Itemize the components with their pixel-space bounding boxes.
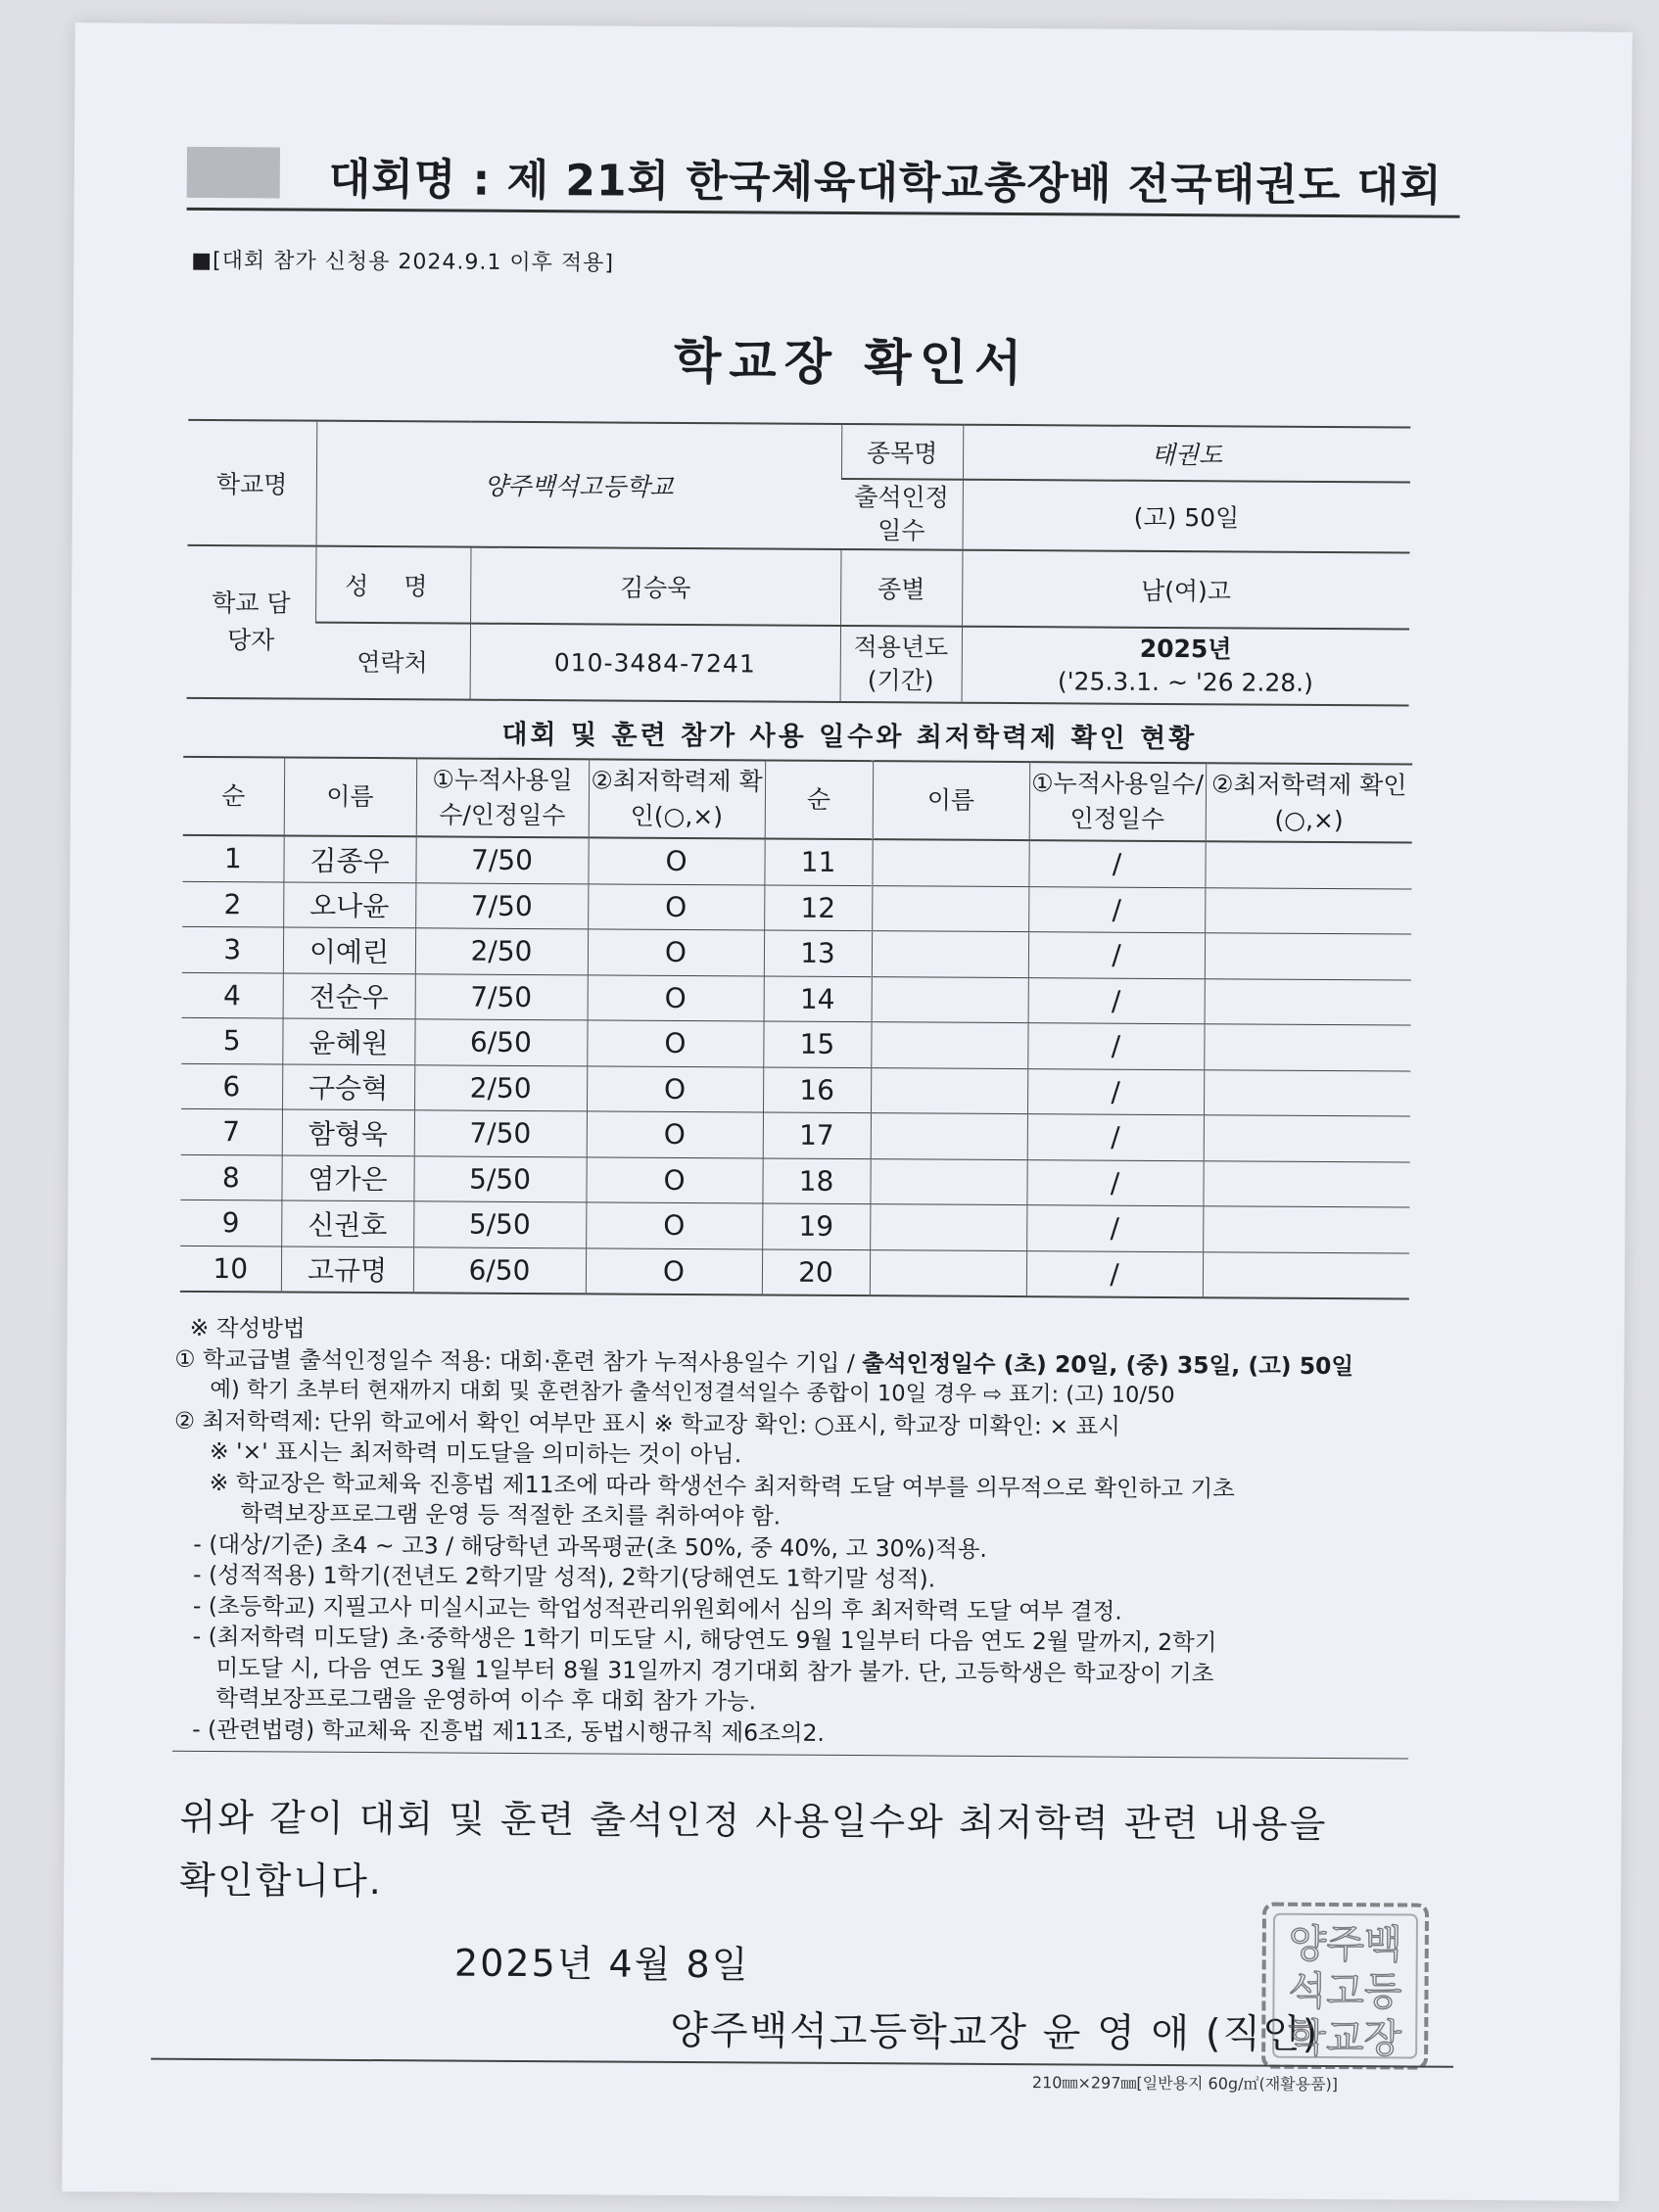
table-row (182, 835, 1411, 889)
school-name-value: 양주백석고등학교 (316, 421, 842, 549)
row-no-2: 17 (763, 1112, 871, 1158)
note-3: ※ '×' 표시는 최저학력 미도달을 의미하는 것이 아님. (209, 1437, 742, 1469)
academic-check: O (588, 837, 764, 884)
academic-check: O (587, 1020, 763, 1067)
note-6: - (성적적용) 1학기(전년도 2학기말 성적), 2학기(당해연도 1학기말 성적). (193, 1560, 936, 1593)
days-used-2: / (1026, 1250, 1203, 1297)
confirmation-line-1: 위와 같이 대회 및 훈련 출석인정 사용일수와 최저학력 관련 내용을 (179, 1795, 1328, 1847)
days-used: 7/50 (415, 882, 588, 929)
manager-name-label: 성 명 (315, 546, 470, 624)
athlete-name-2 (870, 1158, 1026, 1204)
row-no: 7 (181, 1108, 282, 1154)
col-header-check-2: ②최저학력제 확인(○,×) (1206, 763, 1412, 842)
official-seal-stamp (1257, 1899, 1433, 2074)
paper-sheet (62, 23, 1633, 2201)
days-used-2: / (1027, 1068, 1204, 1115)
confirmation-line-2: 확인합니다. (179, 1858, 383, 1904)
academic-check: O (588, 929, 764, 976)
academic-check: O (587, 1065, 763, 1112)
academic-check: O (588, 883, 764, 930)
contact-label: 연락처 (315, 623, 470, 700)
note-1-example: 예) 학기 초부터 현재까지 대회 및 훈련참가 출석인정결석일수 종합이 10일 경우 ⇨ 표기: (고) 10/50 (210, 1377, 1175, 1409)
note-2: ② 최저학력제: 단위 학교에서 확인 여부만 표시 ※ 학교장 확인: ○표시, 학교장 미확인: × 표시 (173, 1406, 1121, 1440)
days-used: 6/50 (413, 1247, 586, 1294)
table-row (181, 1108, 1410, 1161)
athlete-name: 오나윤 (283, 881, 415, 927)
division-label: 종별 (840, 549, 962, 627)
days-used-2: / (1028, 886, 1205, 933)
row-no-2: 14 (764, 975, 872, 1021)
days-used-2: / (1027, 1023, 1204, 1070)
document-title: 학교장 확인서 (673, 332, 1030, 393)
row-no: 4 (182, 972, 283, 1018)
row-no: 3 (182, 926, 283, 972)
division-value: 남(여)고 (962, 550, 1409, 630)
row-no-2: 12 (764, 884, 872, 930)
athlete-name-2 (871, 1113, 1027, 1159)
days-used: 7/50 (415, 973, 588, 1020)
academic-check-2 (1203, 1206, 1409, 1253)
athlete-name: 이예린 (283, 927, 415, 973)
row-no-2: 13 (764, 930, 872, 976)
note-1-text: ① 학교급별 출석인정일수 적용: 대회·훈련 참가 누적사용일수 기입 / (174, 1344, 863, 1377)
athlete-roster-table (180, 756, 1412, 1300)
academic-check-2 (1204, 1069, 1410, 1116)
col-header-no: 순 (183, 757, 284, 836)
note-8c: 학력보장프로그램을 운영하여 이수 후 대회 참가 가능. (215, 1684, 757, 1716)
row-no-2: 11 (764, 838, 872, 885)
days-used-2: / (1028, 840, 1205, 887)
table-row (182, 972, 1411, 1025)
note-7: - (초등학교) 지필고사 미실시교는 학업성적관리위원회에서 심의 후 최저학력 도달 여부 결정. (192, 1591, 1122, 1625)
athlete-name-2 (872, 839, 1028, 886)
athlete-name-2 (872, 976, 1028, 1022)
stamp-row-2: 석고등 (1288, 1968, 1402, 2015)
athlete-name-2 (872, 885, 1028, 931)
col-header-days-2: ①누적사용일수/인정일수 (1029, 762, 1206, 841)
note-4a: ※ 학교장은 학교체육 진흥법 제11조에 따라 학생선수 최저학력 도달 여부를 의무적으로 확인하고 기초 (209, 1468, 1236, 1502)
table-row (180, 1200, 1409, 1252)
manager-name-value: 김승욱 (470, 547, 840, 626)
principal-signature: 양주백석고등학교장 윤 영 애 (직인) (670, 2007, 1320, 2057)
school-info-table (187, 419, 1411, 707)
row-no-2: 15 (763, 1021, 871, 1067)
note-8a: - (최저학력 미도달) 초·중학생은 1학기 미도달 시, 해당연도 9월 1일부터 다음 연도 2월 말까지, 2학기 (192, 1622, 1217, 1657)
days-used: 7/50 (415, 836, 588, 883)
year-value: 2025년 (1139, 634, 1232, 664)
days-used: 2/50 (414, 1064, 587, 1111)
table-row (181, 1017, 1410, 1070)
athlete-name: 고규명 (281, 1246, 413, 1293)
row-no-2: 20 (762, 1248, 870, 1295)
note-1-bold: 출석인정일수 (초) 20일, (중) 35일, (고) 50일 (862, 1348, 1354, 1380)
row-no: 6 (181, 1063, 282, 1109)
note-8b: 미도달 시, 다음 연도 3월 1일부터 8월 31일까지 경기대회 참가 불가. 단, 고등학생은 학교장이 기초 (215, 1653, 1214, 1687)
days-used: 2/50 (415, 928, 588, 975)
athlete-name: 신권호 (281, 1200, 413, 1247)
notes-rule (172, 1751, 1408, 1760)
table-row (181, 1063, 1410, 1116)
competition-title: 대회명 : 제 21회 한국체육대학교총장배 전국태권도 대회 (328, 154, 1443, 212)
year-cell (962, 627, 1409, 706)
row-no-2: 18 (762, 1157, 870, 1203)
note-9: - (관련법령) 학교체육 진흥법 제11조, 동법시행규칙 제6조의2. (192, 1715, 826, 1747)
instructions (172, 1313, 1448, 1760)
academic-check-2 (1205, 933, 1411, 980)
row-no-2: 16 (763, 1066, 871, 1112)
row-no-2: 19 (762, 1203, 870, 1249)
days-used-2: / (1026, 1159, 1203, 1206)
academic-check-2 (1204, 1024, 1410, 1071)
confirmation-date: 2025년 4월 8일 (453, 1941, 750, 1987)
col-header-name: 이름 (284, 757, 416, 836)
note-4b: 학력보장프로그램 운영 등 적절한 조치를 취하여야 함. (240, 1499, 782, 1530)
table-row (180, 1246, 1409, 1299)
days-used-2: / (1028, 977, 1205, 1024)
academic-check: O (587, 1111, 763, 1158)
roster-header-row (183, 757, 1412, 843)
row-no: 5 (181, 1017, 282, 1063)
col-header-name-2: 이름 (873, 761, 1029, 840)
days-used: 5/50 (413, 1155, 586, 1202)
days-used: 7/50 (414, 1110, 587, 1157)
academic-check: O (588, 974, 764, 1021)
section-title: 대회 및 훈련 참가 사용 일수와 최저학력제 확인 현황 (501, 719, 1198, 755)
header-gray-block (187, 147, 280, 199)
athlete-name: 염가은 (281, 1154, 413, 1200)
academic-check-2 (1203, 1160, 1409, 1207)
row-no: 2 (182, 881, 283, 927)
athlete-name: 윤혜원 (282, 1018, 414, 1064)
instructions-heading: ※ 작성방법 (189, 1313, 306, 1342)
athlete-name-2 (871, 1067, 1027, 1113)
days-used-2: / (1027, 1114, 1204, 1161)
table-row (182, 926, 1411, 979)
contact-value: 010-3484-7241 (470, 624, 840, 702)
academic-check: O (586, 1202, 762, 1249)
row-no: 1 (182, 835, 283, 882)
row-no: 10 (180, 1246, 281, 1293)
event-value: 태권도 (963, 425, 1410, 483)
days-used: 5/50 (413, 1201, 586, 1248)
form-notice: ■[대회 참가 신청용 2024.9.1 이후 적용] (191, 248, 615, 276)
athlete-name: 김종우 (283, 835, 415, 882)
athlete-name-2 (870, 1249, 1026, 1296)
days-used: 6/50 (414, 1019, 587, 1066)
stamp-row-3: 학교장 (1288, 2015, 1402, 2062)
academic-check-2 (1205, 978, 1411, 1025)
col-header-no-2: 순 (765, 760, 873, 839)
academic-check-2 (1205, 841, 1411, 888)
manager-label: 학교 담당자 (187, 545, 316, 699)
athlete-name-2 (872, 931, 1028, 977)
table-row (182, 881, 1411, 934)
academic-check-2 (1203, 1251, 1409, 1298)
row-no: 9 (180, 1200, 281, 1246)
athlete-name: 구승혁 (282, 1063, 414, 1109)
days-used-2: / (1026, 1205, 1203, 1252)
academic-check-2 (1205, 887, 1411, 934)
days-used-2: / (1028, 932, 1205, 979)
attendance-days-value: (고) 50일 (963, 480, 1410, 553)
school-name-label: 학교명 (188, 420, 317, 546)
col-header-days: ①누적사용일수/인정일수 (416, 758, 589, 837)
col-header-check: ②최저학력제 확인(○,×) (589, 759, 765, 838)
year-label: 적용년도 (기간) (840, 626, 962, 703)
paper-spec: 210㎜×297㎜[일반용지 60g/㎡(재활용품)] (1031, 2073, 1339, 2094)
period-value: ('25.3.1. ~ '26 2.28.) (1057, 667, 1313, 697)
attendance-days-label: 출석인정 일수 (841, 479, 963, 550)
athlete-name-2 (871, 1022, 1027, 1068)
athlete-name: 함형욱 (282, 1109, 414, 1155)
note-5: - (대상/기준) 초4 ~ 고3 / 해당학년 과목평균(초 50%, 중 40%, 고 30%)적용. (193, 1530, 988, 1563)
academic-check: O (586, 1247, 762, 1294)
table-row (180, 1154, 1409, 1207)
stamp-row-1: 양주백 (1288, 1921, 1402, 1968)
row-no: 8 (180, 1154, 281, 1200)
academic-check-2 (1204, 1115, 1410, 1162)
athlete-name-2 (870, 1204, 1026, 1250)
academic-check: O (586, 1156, 762, 1203)
athlete-name: 전순우 (283, 972, 415, 1018)
event-label: 종목명 (841, 424, 963, 480)
